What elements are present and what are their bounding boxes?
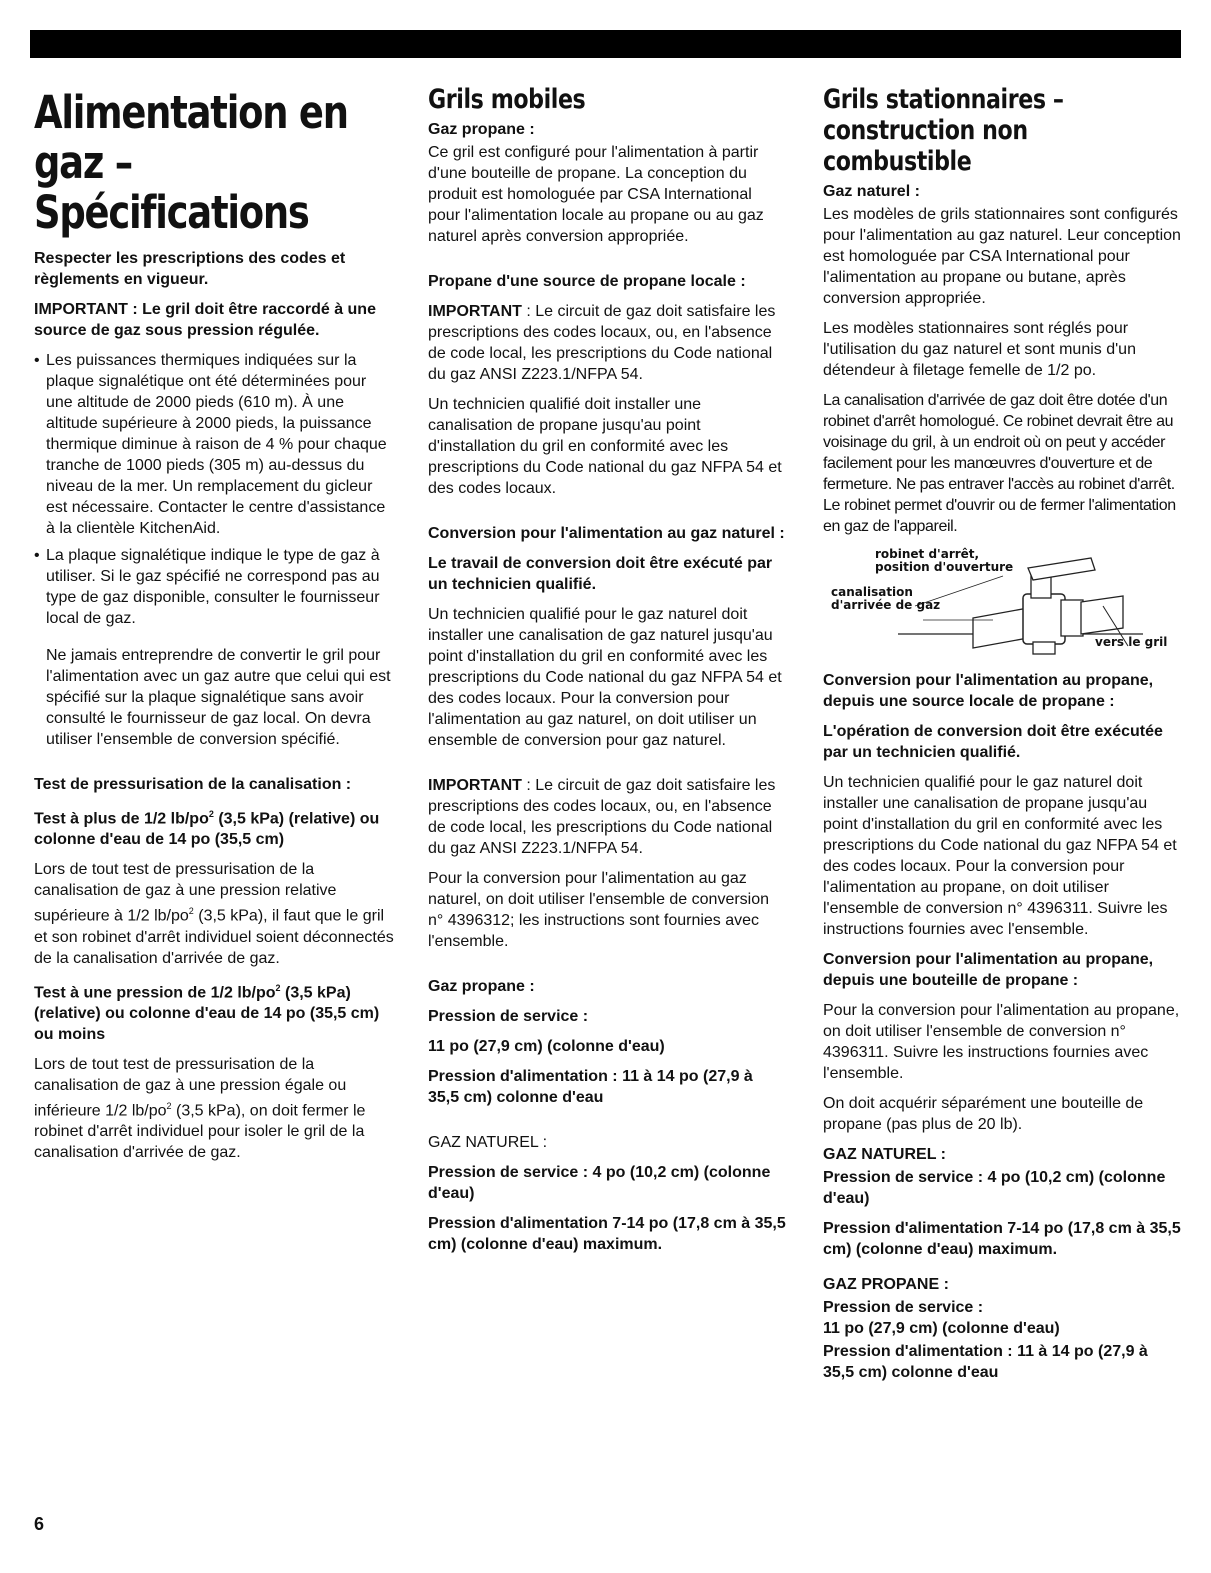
conversion-natural-title: Conversion pour l'alimentation au gaz naturel : — [428, 525, 785, 542]
local-propane-title: Propane d'une source de propane locale : — [428, 273, 746, 290]
label-valve-line2: position d'ouverture — [875, 560, 1014, 574]
propane-service-value: 11 po (27,9 cm) (colonne d'eau) — [428, 1038, 665, 1055]
column-mobile-grills — [428, 84, 788, 1264]
superscript: 2 — [208, 809, 214, 819]
technician-natural: Un technicien qualifié pour le gaz naturel doit installer une canalisation de gaz naturel jusqu'au point d'installation du gril en conformité avec les prescriptions du Code national du gaz NFPA 54 et des codes locaux. Pour la conversion pour l'alimentation au gaz naturel, on doit utiliser un ensemble de conversion pour gaz naturel. — [428, 606, 782, 749]
test-above-heading-a: Test à plus de 1/2 lb/po — [34, 810, 209, 828]
propane-service-label: Pression de service : — [428, 1008, 589, 1025]
propane-service-label-2: Pression de service : — [823, 1299, 984, 1316]
label-pipe-line1: canalisation — [831, 585, 913, 599]
bullet-dot: • — [34, 352, 40, 369]
test-above-body — [34, 859, 394, 968]
stationary-p2: Les modèles stationnaires sont réglés pour l'utilisation du gaz naturel et sont munis d'un détendeur à filetage femelle de 1/2 po. — [823, 320, 1136, 379]
test-below-heading — [34, 978, 394, 1045]
important-label: IMPORTANT — [428, 303, 522, 320]
bottle-note: On doit acquérir séparément une bouteille de propane (pas plus de 20 lb). — [823, 1095, 1144, 1133]
important-code-1 — [428, 301, 788, 385]
conversion-local-text: Un technicien qualifié pour le gaz naturel doit installer une canalisation de propane jusqu'au point d'installation du gril en conformité avec les prescriptions du Code national du gaz NFPA 54 et des codes locaux. Pour la conversion pour l'alimentation au propane, on doit utiliser l'ensemble de conversion n° 4396311. Suivre les instructions fournies avec l'ensemble. — [823, 774, 1177, 938]
natural-service-pressure: Pression de service : 4 po (10,2 cm) (colonne d'eau) — [428, 1164, 771, 1202]
bullet-dot: • — [34, 547, 40, 564]
page-title: Alimentation en gaz – Spécifications — [34, 86, 348, 239]
natural-supply-pressure-2: Pression d'alimentation 7-14 po (17,8 cm à 35,5 cm) (colonne d'eau) maximum. — [823, 1220, 1181, 1258]
important-text: : Le circuit de gaz doit satisfaire les prescriptions des codes locaux, ou, en l'absence de code local, les prescriptions du Code national du gaz ANSI Z223.1/NFPA 54. — [428, 777, 776, 857]
conversion-local-title: Conversion pour l'alimentation au propane, depuis une source locale de propane : — [823, 672, 1154, 710]
important-label: IMPORTANT — [428, 777, 522, 794]
natural-gas-label: Gaz naturel : — [823, 183, 920, 200]
test-above-heading-b: (3,5 kPa) (relative) ou colonne d'eau de 14 po (35,5 cm) — [34, 810, 380, 849]
never-convert-note: Ne jamais entreprendre de convertir le gril pour l'alimentation avec un gaz autre que celui qui est spécifié sur la plaque signalétique sans avoir consulté le fournisseur de gaz local. On devra utiliser l'ensemble de conversion spécifié. — [46, 647, 391, 748]
bullet-gas-type-text: La plaque signalétique indique le type de gaz à utiliser. Si le gaz spécifié ne correspond pas au type de gaz disponible, consulter le fournisseur local de gaz. — [46, 547, 380, 627]
propane-label-2: GAZ PROPANE : — [823, 1276, 949, 1293]
bullet-gas-type — [34, 545, 394, 629]
section-title-mobile: Grils mobiles — [428, 84, 586, 115]
label-valve-line1: robinet d'arrêt, — [875, 547, 980, 561]
superscript: 2 — [275, 982, 281, 993]
superscript: 2 — [188, 906, 194, 917]
test-below-body-a: Lors de tout test de pressurisation de la canalisation de gaz à une pression égale ou inférieure 1/2 lb/po — [34, 1055, 347, 1120]
test-below-heading-a: Test à une pression de 1/2 lb/po — [34, 983, 276, 1001]
test-above-body-a: Lors de tout test de pressurisation de la canalisation de gaz à une pression relative supérieure à 1/2 lb/po — [34, 861, 337, 925]
test-below-body-b: (3,5 kPa), on doit fermer le robinet d'arrêt individuel pour isoler le gril de la canalisation d'arrivée de gaz. — [34, 1102, 366, 1162]
bullet-altitude-text: Les puissances thermiques indiquées sur la plaque signalétique ont été déterminées pour une altitude de 2000 pieds (610 m). À une altitude supérieure à 2000 pieds, la puissance thermique diminue à raison de 4 % pour chaque tranche de 1000 pieds (305 m) au-dessus du niveau de la mer. Un remplacement du gicleur est nécessaire. Contacter le centre d'assistance à la clientèle KitchenAid. — [46, 352, 387, 537]
intro-codes: Respecter les prescriptions des codes et règlements en vigueur. — [34, 250, 346, 288]
propane-service-value-2: 11 po (27,9 cm) (colonne d'eau) — [823, 1320, 1060, 1337]
label-pipe-line2: d'arrivée de gaz — [831, 598, 941, 612]
conversion-natural-note: Le travail de conversion doit être exécuté par un technicien qualifié. — [428, 555, 773, 593]
conversion-bottle-title: Conversion pour l'alimentation au propane, depuis une bouteille de propane : — [823, 951, 1154, 989]
stationary-p3: La canalisation d'arrivée de gaz doit être dotée d'un robinet d'arrêt homologué. Ce robinet devrait être au voisinage du gril, à un endroit où on peut y accéder facilement pour les manœuvres d'ouverture et de fermeture. Ne pas entraver l'accès au robinet d'arrêt. Le robinet permet d'ouvrir ou de fermer l'alimentation en gaz de l'appareil. — [823, 392, 1176, 535]
conversion-local-note: L'opération de conversion doit être exécutée par un technicien qualifié. — [823, 723, 1163, 761]
propane-label: Gaz propane : — [428, 121, 535, 138]
column-gas-specifications — [34, 84, 394, 1172]
label-to-grill: vers le gril — [1095, 635, 1168, 649]
conversion-kit-text: Pour la conversion pour l'alimentation au gaz naturel, on doit utiliser l'ensemble de conversion n° 4396312; les instructions sont fournies avec l'ensemble. — [428, 870, 770, 950]
test-below-body — [34, 1054, 394, 1163]
propane-text: Ce gril est configuré pour l'alimentation à partir d'une bouteille de propane. La conception du produit est homologuée par CSA International pour l'alimentation locale au propane ou au gaz naturel après conversion appropriée. — [428, 144, 764, 245]
header-bar — [30, 30, 1181, 58]
page-number: 6 — [34, 1514, 45, 1534]
propane-spec-label: Gaz propane : — [428, 978, 535, 995]
pressure-test-title: Test de pressurisation de la canalisation : — [34, 776, 352, 793]
natural-service-pressure-2: Pression de service : 4 po (10,2 cm) (colonne d'eau) — [823, 1169, 1166, 1207]
test-below-heading-b: (3,5 kPa) (relative) ou colonne d'eau de 14 po (35,5 cm) ou moins — [34, 983, 380, 1043]
test-above-heading — [34, 804, 394, 850]
natural-gas-label: GAZ NATUREL : — [428, 1134, 548, 1151]
important-code-2 — [428, 775, 788, 859]
shutoff-valve-diagram — [823, 546, 1181, 664]
superscript: 2 — [166, 1100, 172, 1111]
bullet-altitude — [34, 350, 394, 539]
natural-supply-pressure: Pression d'alimentation 7-14 po (17,8 cm à 35,5 cm) (colonne d'eau) maximum. — [428, 1215, 786, 1253]
stationary-p1: Les modèles de grils stationnaires sont configurés pour l'alimentation au gaz naturel. Leur conception est homologuée par CSA International pour l'alimentation au propane ou butane, après conversion appropriée. — [823, 206, 1181, 307]
natural-gas-label-2: GAZ NATUREL : — [823, 1146, 946, 1163]
section-title-stationary: Grils stationnaires – construction non combustible — [823, 84, 1064, 177]
propane-supply-pressure-2: Pression d'alimentation : 11 à 14 po (27,9 à 35,5 cm) colonne d'eau — [823, 1343, 1148, 1381]
column-stationary-grills — [823, 84, 1181, 1392]
propane-supply-pressure: Pression d'alimentation : 11 à 14 po (27,9 à 35,5 cm) colonne d'eau — [428, 1068, 753, 1106]
important-text: : Le circuit de gaz doit satisfaire les prescriptions des codes locaux, ou, en l'absence de code local, les prescriptions du Code national du gaz ANSI Z223.1/NFPA 54. — [428, 303, 776, 383]
test-above-body-b: (3,5 kPa), il faut que le gril et son robinet d'arrêt individuel soient déconnectés de la canalisation d'arrivée de gaz. — [34, 907, 394, 967]
intro-important: IMPORTANT : Le gril doit être raccordé à une source de gaz sous pression régulée. — [34, 301, 376, 339]
technician-propane: Un technicien qualifié doit installer une canalisation de propane jusqu'au point d'installation du gril en conformité avec les prescriptions du Code national du gaz NFPA 54 et des codes locaux. — [428, 396, 782, 497]
conversion-bottle-text: Pour la conversion pour l'alimentation au propane, on doit utiliser l'ensemble de conversion n° 4396311. Suivre les instructions fournies avec l'ensemble. — [823, 1002, 1180, 1082]
